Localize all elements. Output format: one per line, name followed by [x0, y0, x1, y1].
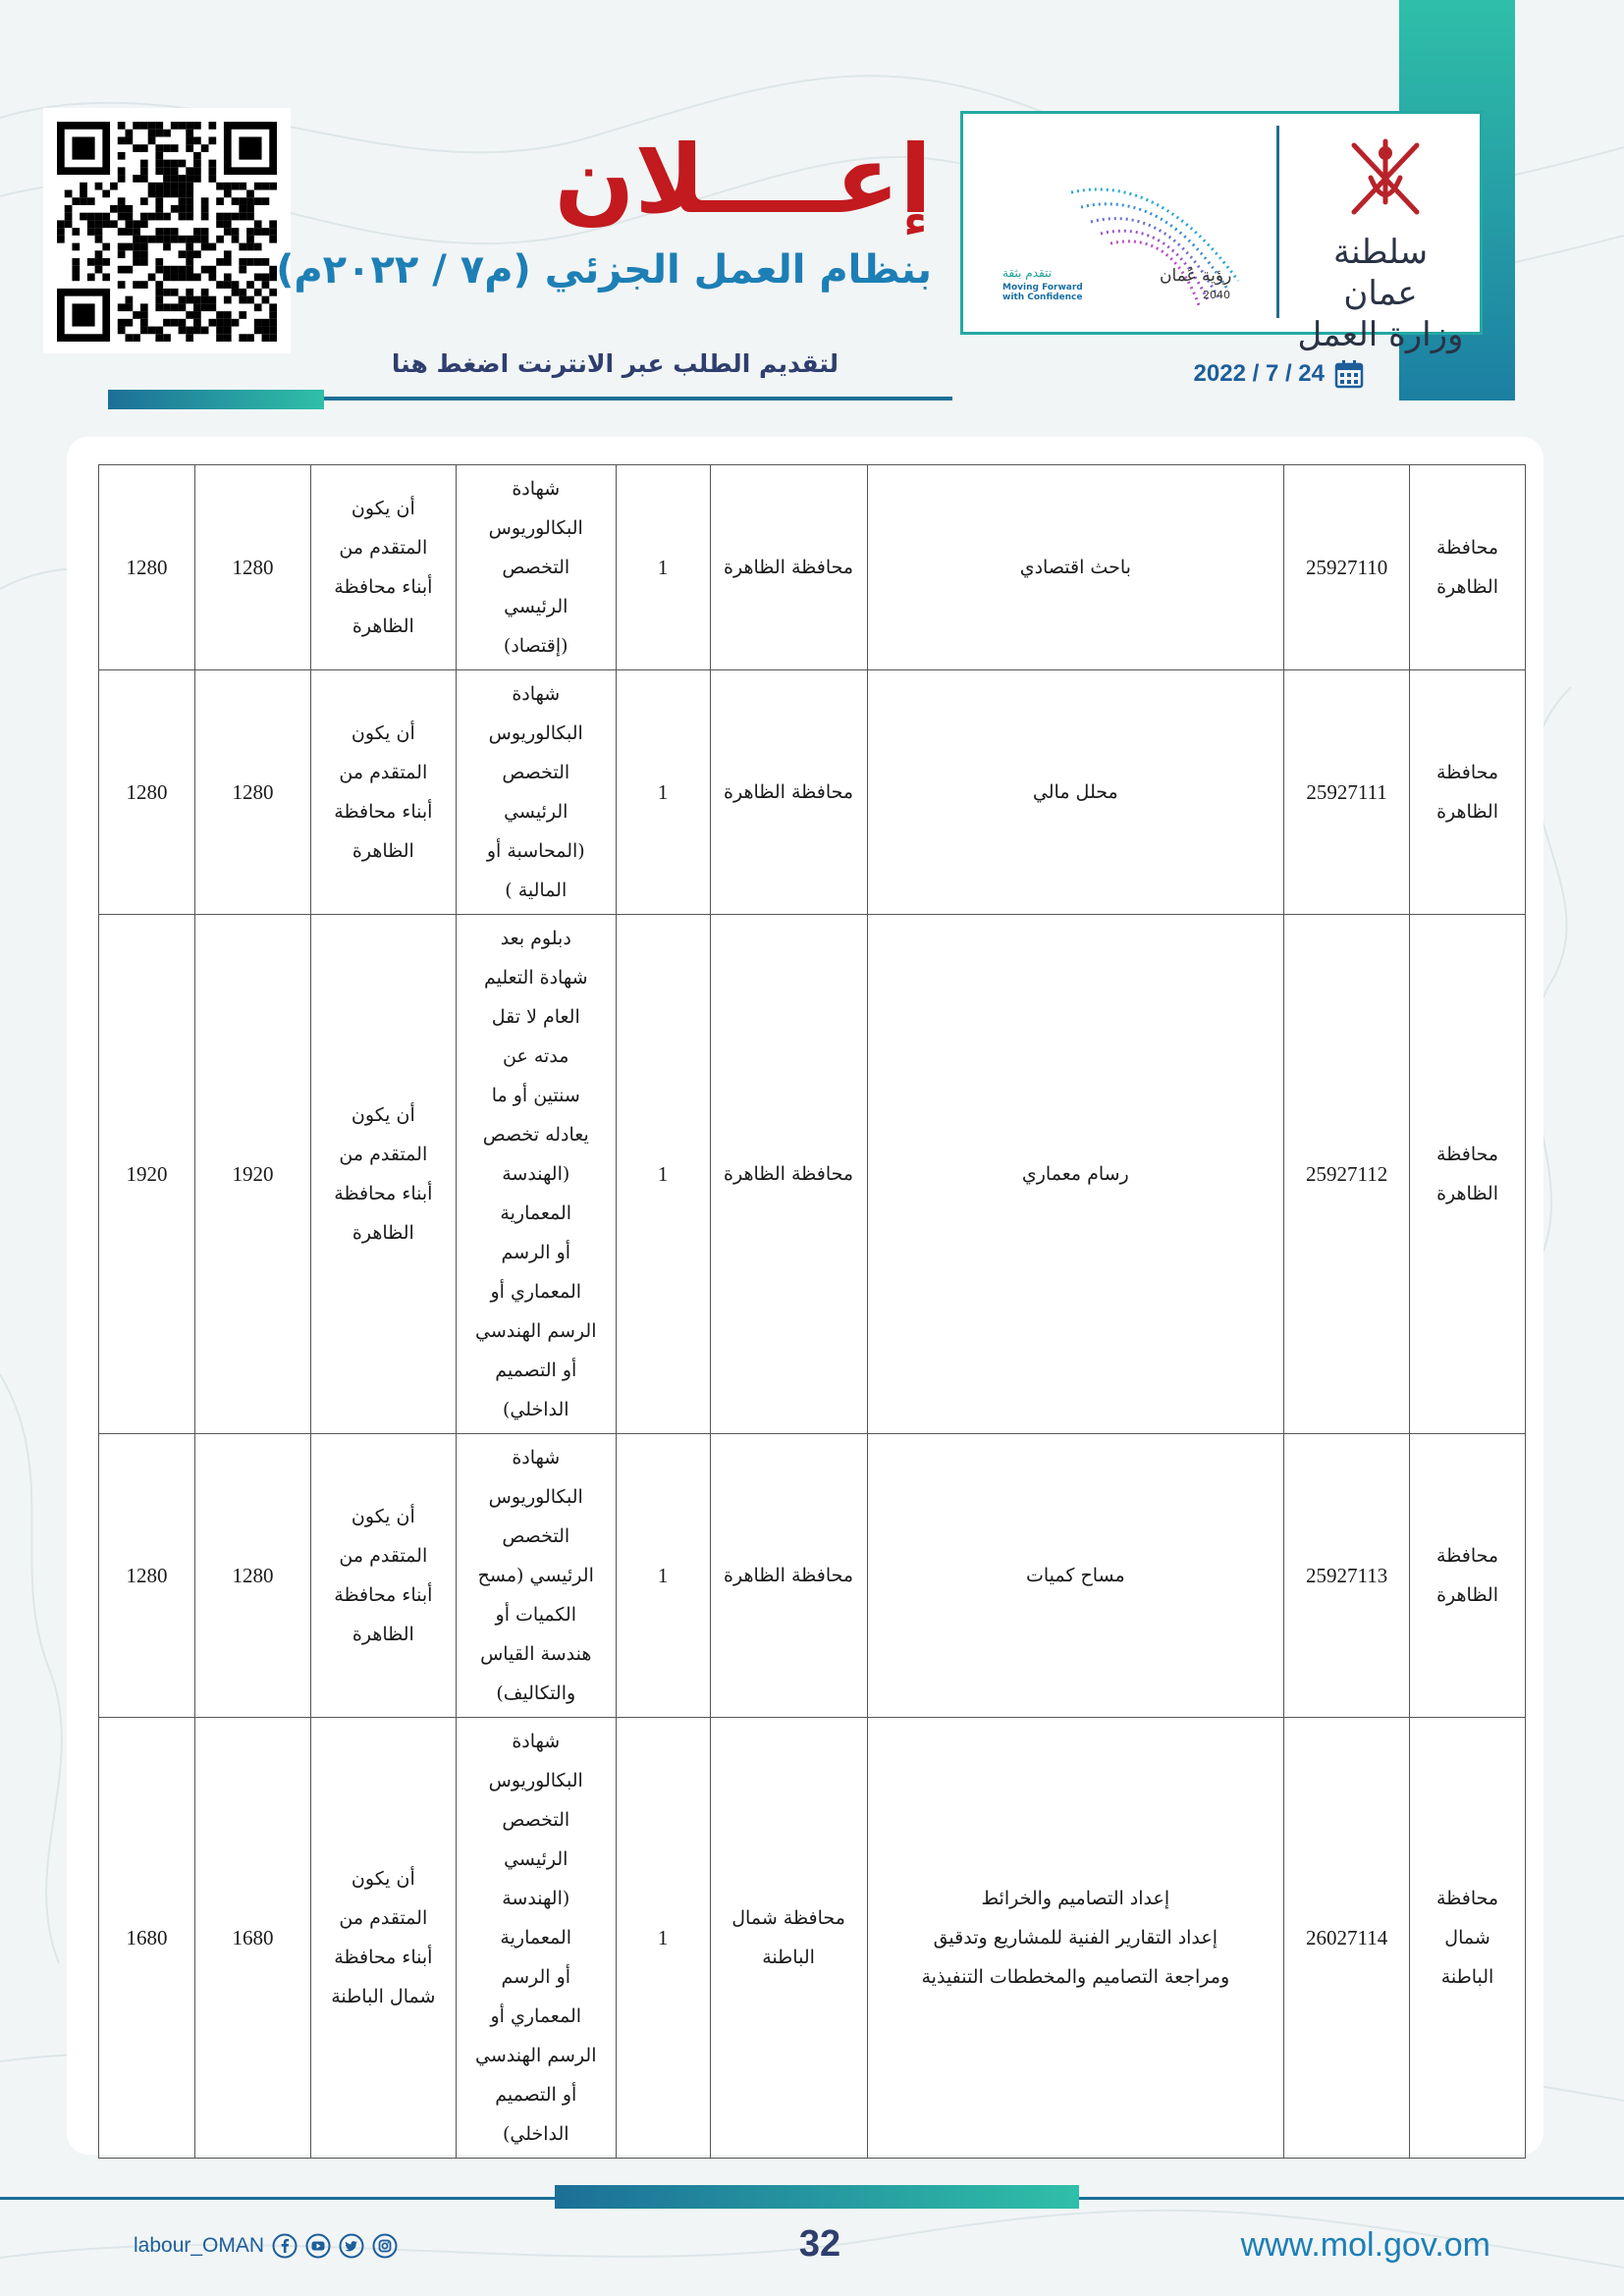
value-cell: 1680 [99, 1718, 195, 2159]
qr-code-icon [57, 122, 277, 342]
value-cell: 1280 [194, 670, 310, 915]
apply-underline [324, 397, 952, 400]
jobs-table [98, 464, 1526, 2159]
instagram-icon[interactable] [372, 2233, 398, 2259]
value-cell: 1680 [194, 1718, 310, 2159]
job-title-cell: باحث اقتصادي [867, 465, 1284, 670]
date-text: 2022 / 7 / 24 [1193, 360, 1325, 387]
logo-panel [960, 111, 1483, 354]
announcement-title: إعــــلان [554, 125, 932, 235]
qualification-cell: شهادة البكالوريوس التخصص الرئيسي (الهندسة المعمارية أو الرسم المعماري أو الرسم الهندسي أو التصميم الداخلي) [456, 1718, 616, 2159]
job-title-cell: رسام معماري [867, 915, 1284, 1434]
condition-cell: أن يكون المتقدم من أبناء محافظة الظاهرة [310, 670, 456, 915]
value-cell: 1280 [99, 1434, 195, 1718]
table-row [99, 1434, 1526, 1718]
value-cell: 1920 [194, 915, 310, 1434]
oman-emblem-icon [1336, 133, 1435, 222]
announcement-date [1194, 359, 1364, 389]
location-cell: محافظة الظاهرة [710, 465, 867, 670]
footer-accent-bar [555, 2185, 1079, 2209]
code-cell: 25927112 [1284, 915, 1410, 1434]
condition-cell: أن يكون المتقدم من أبناء محافظة شمال الباطنة [310, 1718, 456, 2159]
website-link[interactable]: www.mol.gov.om [1240, 2226, 1490, 2264]
page-number: 32 [798, 2223, 841, 2265]
job-title-cell: مساح كميات [867, 1434, 1284, 1718]
governorate-cell: محافظة شمال الباطنة [1410, 1718, 1526, 2159]
count-cell: 1 [616, 1434, 710, 1718]
table-row [99, 915, 1526, 1434]
code-cell: 25927111 [1284, 670, 1410, 915]
qualification-cell: شهادة البكالوريوس التخصص الرئيسي (إقتصاد) [456, 465, 616, 670]
location-cell: محافظة شمال الباطنة [710, 1718, 867, 2159]
vision-label: رؤية عُمان [1160, 266, 1232, 286]
tagline-arabic: نتقدم بثقة [1002, 266, 1053, 280]
governorate-cell: محافظة الظاهرة [1410, 915, 1526, 1434]
condition-cell: أن يكون المتقدم من أبناء محافظة الظاهرة [310, 1434, 456, 1718]
count-cell: 1 [616, 1718, 710, 2159]
governorate-cell: محافظة الظاهرة [1410, 670, 1526, 915]
twitter-icon[interactable] [339, 2233, 364, 2259]
qualification-cell: دبلوم بعد شهادة التعليم العام لا تقل مدته عن سنتين أو ما يعادله تخصص (الهندسة المعمارية أو الرسم المعماري أو الرسم الهندسي أو التصميم الداخلي) [456, 915, 616, 1434]
job-title-cell: إعداد التصاميم والخرائط إعداد التقارير الفنية للمشاريع وتدقيق ومراجعة التصاميم والمخططات التنفيذية [867, 1718, 1284, 2159]
apply-accent-bar [108, 390, 324, 409]
table-row [99, 670, 1526, 915]
youtube-icon[interactable] [305, 2233, 331, 2259]
logo-divider [1276, 126, 1279, 318]
code-cell: 25927113 [1284, 1434, 1410, 1718]
code-cell: 25927110 [1284, 465, 1410, 670]
value-cell: 1280 [99, 670, 195, 915]
social-links [134, 2233, 398, 2259]
location-cell: محافظة الظاهرة [710, 1434, 867, 1718]
code-cell: 26027114 [1284, 1718, 1410, 2159]
governorate-cell: محافظة الظاهرة [1410, 465, 1526, 670]
social-handle[interactable]: labour_OMAN [134, 2234, 265, 2257]
count-cell: 1 [616, 915, 710, 1434]
value-cell: 1280 [194, 1434, 310, 1718]
job-title-cell: محلل مالي [867, 670, 1284, 915]
condition-cell: أن يكون المتقدم من أبناء محافظة الظاهرة [310, 915, 456, 1434]
ministry-name: سلطنة عمان وزارة العمل [1297, 233, 1464, 354]
announcement-subtitle: بنظام العمل الجزئي (م٧ / ٢٠٢٢م) [276, 247, 932, 293]
table-row [99, 1718, 1526, 2159]
value-cell: 1920 [99, 915, 195, 1434]
qualification-cell: شهادة البكالوريوس التخصص الرئيسي (المحاسبة أو المالية ) [456, 670, 616, 915]
apply-online-link[interactable]: لتقديم الطلب عبر الانترنت اضغط هنا [391, 349, 839, 378]
qr-code[interactable] [43, 108, 291, 353]
condition-cell: أن يكون المتقدم من أبناء محافظة الظاهرة [310, 465, 456, 670]
value-cell: 1280 [194, 465, 310, 670]
value-cell: 1280 [99, 465, 195, 670]
count-cell: 1 [616, 465, 710, 670]
facebook-icon[interactable] [272, 2233, 298, 2259]
location-cell: محافظة الظاهرة [710, 670, 867, 915]
tagline-english: Moving Forward with Confidence [1002, 283, 1083, 302]
qualification-cell: شهادة البكالوريوس التخصص الرئيسي (مسح الكميات أو هندسة القياس والتكاليف) [456, 1434, 616, 1718]
table-row [99, 465, 1526, 670]
vision-year: 2040 [1203, 289, 1230, 301]
location-cell: محافظة الظاهرة [710, 915, 867, 1434]
calendar-icon [1334, 359, 1364, 389]
count-cell: 1 [616, 670, 710, 915]
governorate-cell: محافظة الظاهرة [1410, 1434, 1526, 1718]
